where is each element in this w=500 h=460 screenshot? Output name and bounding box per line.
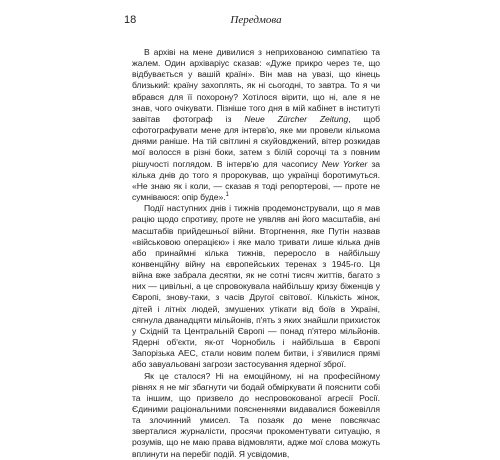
paragraph-1-text-c: за кілька днів до того я пророкував, що українці боротимуться. «Не знаю як і коли, — сказав я тоді репортерові, — проте не сумніваюся: опір буде». — [132, 158, 380, 203]
newspaper-title: Neue Zürcher Zeitung — [244, 113, 349, 124]
paragraph-1-text-b: , щоб сфотографувати мене для інтерв'ю, яке ми провели кількома днями раніше. На тій світлині я скуйовджений, вітер розкидав мої волосся в різні боки, затем з білій сорочці та з повним рішучості поглядом. В інтерв'ю для часопису — [132, 113, 381, 169]
paragraph-1 — [132, 47, 380, 203]
body-text — [132, 47, 380, 460]
footnote-marker: 1 — [225, 192, 229, 199]
running-head: Передмова — [230, 14, 282, 26]
paragraph-3: Як це сталося? Ні на емоційному, ні на професійному рівнях я не міг збагнути чи бодай обміркувати й пояснити собі та іншим, що призвело до неспровокованої агресії Росії. Єдиними раціональними поясненнями видавалися божевілля та злочинний умисел. Та позаяк до мене повсякчас зверталися журналісти, просячи прокоментувати ситуацію, я розумів, що не маю права відмовляти, адже мої слова можуть вплинути на перебіг подій. Я усвідомив, — [132, 370, 380, 459]
magazine-title: New Yorker — [321, 158, 368, 169]
paragraph-2: Події наступних днів і тижнів продемонстрували, що я мав рацію щодо спротиву, проте не уявляв ані його масштабів, ані масштабів прийдешньої війни. Вторгнення, яке Путін назвав «військовою операцією» і яке мало тривати лише кілька днів або принаймні кілька тижнів, переросло в найбільшу конвенційну війну на європейських теренах з 1945-го. Ця війна вже забрала десятки, як не сотні тисяч життів, багато з них — цивільні, а це спровокувала найбільшу кризу біженців у Європі, знову-таки, з часів Другої світової. Кількість жінок, дітей і літніх людей, змушених утікати від боїв в Україні, сягнула дванадцяти мільйонів, п'ять з яких знайшли прихисток у Східній та Центральній Європі — понад п'ятеро мільйонів. Ядерні об'єкти, як-от Чорнобиль і найбільша в Європі Запорізька АЕС, стали новим полем битви, і з'явилися прямі або завуальовані загрози застосування ядерної зброї. — [132, 203, 380, 370]
page-number: 18 — [124, 14, 137, 26]
paragraph-1-text-a: В архіві на мене дивилися з неприхованою симпатією та жалем. Один архіваріус сказав: «Дуже прикро через те, що відбувається у вашій країні». Він мав на увазі, що кінець близький: країну захоплять, як ні сьогодні, то завтра. То я чи вбрався для її похорону? Хотілося вірити, що ні, але я не знав, чого очікувати. Пізніше того дня в мій кабінет в інституті завітав фотограф із — [132, 47, 380, 124]
page-header — [124, 14, 388, 32]
